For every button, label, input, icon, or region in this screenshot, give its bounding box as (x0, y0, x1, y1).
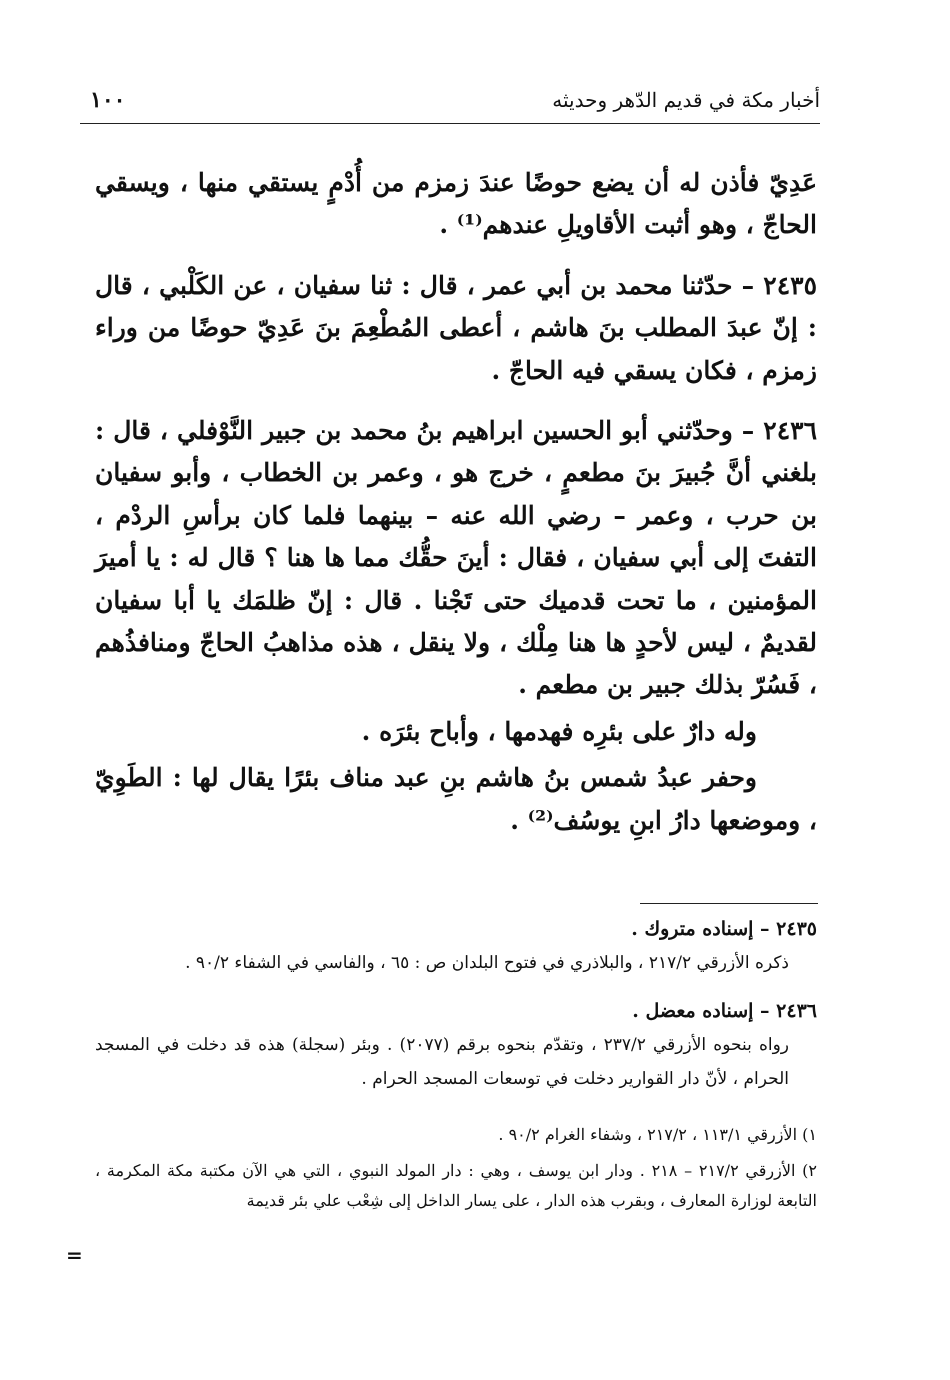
note-2436 (95, 994, 817, 1096)
continuation-mark: = (66, 1243, 83, 1267)
footnotes (95, 912, 817, 1222)
paragraph-2435: ٢٤٣٥ – حدّثنا محمد بن أبي عمر ، قال : ثنا سفيان ، عن الكَلْبي ، قال : إنّ عبدَ المطلب بنَ هاشم ، أعطى المُطْعِمَ بنَ عَدِيّ حوضًا من وراء زمزم ، فكان يسقي فيه الحاجّ . (95, 270, 817, 385)
reference-notes (95, 1120, 817, 1216)
main-text (95, 162, 817, 846)
footnote-divider (640, 903, 818, 904)
header-divider (80, 123, 820, 124)
paragraph-tuwa-well: وحفر عبدُ شمس بنُ هاشم بنِ عبد مناف بئرًا يقال لها : الطَوِيّ ، وموضعها دارُ ابنِ يوسُف⁽²⁾ . (95, 763, 817, 835)
note-2435 (95, 912, 817, 980)
reference-1: ١) الأزرقي ١١٣/١ ، ٢١٧/٢ ، وشفاء الغرام ٩٠/٢ . (498, 1125, 817, 1144)
paragraph-house-well: وله دارٌ على بئرِه فهدمها ، وأباح بئرَه . (361, 716, 757, 746)
note-body: رواه بنحوه الأزرقي ٢٣٧/٢ ، وتقدّم بنحوه برقم (٢٠٧٧) . وبئر (سجلة) هذه قد دخلت في المسجد الحرام ، لأنّ دار القوارير دخلت في توسعات المسجد الحرام . (95, 1035, 790, 1089)
paragraph-2436: ٢٤٣٦ – وحدّثني أبو الحسين ابراهيم بنُ محمد بن جبير النَّوْفلي ، قال : بلغني أنَّ جُبيرَ بنَ مطعمٍ ، خرج هو ، وعمر بن الخطاب ، وأبو سفيان بن حرب ، وعمر – رضي الله عنه – بينهما فلما كان برأسِ الردْم ، التفتَ إلى أبي سفيان ، فقال : أينَ حقُّك مما ها هنا ؟ قال له : يا أميرَ المؤمنين ، ما تحت قدميك حتى تَجْنا . قال : إنّ ظلمَك يا أبا سفيان لقديمٌ ، ليس لأحدٍ ها هنا مِلْك ، ولا ينقل ، هذه مذاهبُ الحاجّ ومنافذُهم ، فَسُرّ بذلك جبير بن مطعم . (95, 416, 817, 700)
reference-2: ٢) الأزرقي ٢١٧/٢ – ٢١٨ . ودار ابن يوسف ، وهي : دار المولد النبوي ، التي هي الآن مكتبة مكة المكرمة ، التابعة لوزارة المعارف ، وبقرب هذه الدار ، على يسار الداخل إلى شِعْب علي بئر قديمة (95, 1161, 818, 1210)
running-header (80, 86, 820, 118)
note-body: ذكره الأزرقي ٢١٧/٢ ، والبلاذري في فتوح البلدان ص : ٦٥ ، والفاسي في الشفاء ٩٠/٢ . (185, 953, 789, 973)
page-number: ١٠٠ (90, 87, 126, 113)
paragraph-continuation: عَدِيّ فأذن له أن يضع حوضًا عندَ زمزم من أُدْمٍ يستقي منها ، ويسقي الحاجّ ، وهو أثبت الأقاويلِ عندهم⁽¹⁾ . (95, 168, 817, 240)
running-title: أخبار مكة في قديم الدّهر وحديثه (552, 88, 820, 112)
note-heading: ٢٤٣٦ – إسناده معضل . (632, 1000, 817, 1022)
note-heading: ٢٤٣٥ – إسناده متروك . (631, 918, 817, 940)
